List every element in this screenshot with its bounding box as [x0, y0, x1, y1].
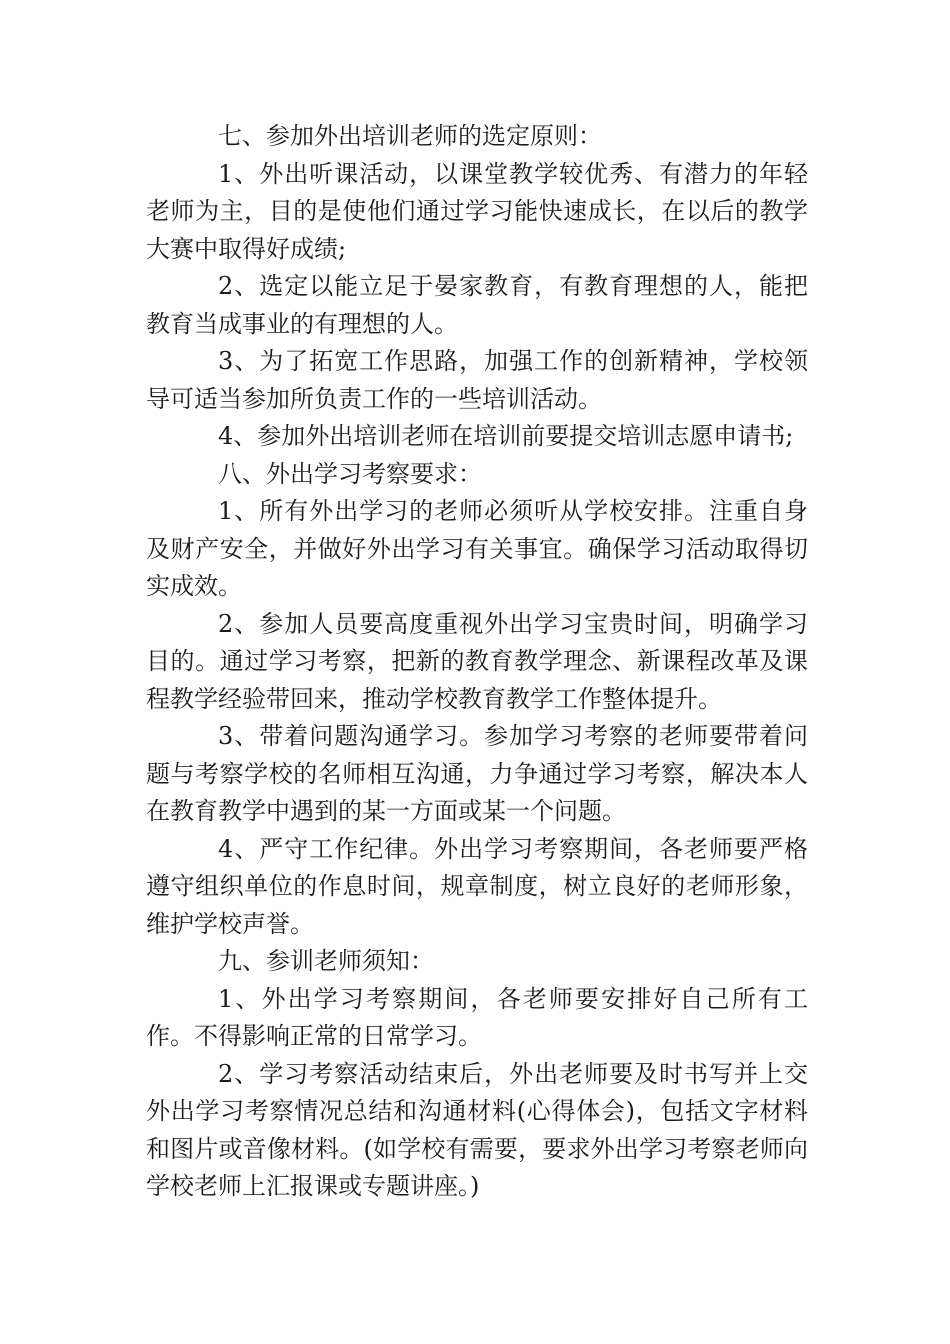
section-heading-8: 八、外出学习考察要求：: [218, 459, 482, 488]
paragraph-9-2: 2、学习考察活动结束后，外出老师要及时书写并上交外出学习考察情况总结和沟通材料(心得体会)，包括文字材料和图片或音像材料。(如学校有需要，要求外出学习考察老师向学校老师上汇报课或专题讲座。): [146, 1059, 808, 1200]
paragraph-8-4: 4、严守工作纪律。外出学习考察期间，各老师要严格遵守组织单位的作息时间，规章制度，树立良好的老师形象，维护学校声誉。: [146, 834, 808, 938]
paragraph-7-2: 2、选定以能立足于晏家教育，有教育理想的人，能把教育当成事业的有理想的人。: [146, 272, 808, 338]
paragraph-8-2: 2、参加人员要高度重视外出学习宝贵时间，明确学习目的。通过学习考察，把新的教育教学理念、新课程改革及课程教学经验带回来，推动学校教育教学工作整体提升。: [146, 609, 808, 713]
paragraph-7-4: 4、参加外出培训老师在培训前要提交培训志愿申请书;: [218, 422, 794, 450]
document-body: [146, 118, 808, 1206]
paragraph-7-3: 3、为了拓宽工作思路，加强工作的创新精神，学校领导可适当参加所负责工作的一些培训活动。: [146, 347, 808, 413]
paragraph-8-1: 1、所有外出学习的老师必须听从学校安排。注重自身及财产安全，并做好外出学习有关事宜。确保学习活动取得切实成效。: [146, 497, 808, 600]
paragraph-9-1: 1、外出学习考察期间，各老师要安排好自己所有工作。不得影响正常的日常学习。: [146, 984, 808, 1050]
paragraph-7-1: 1、外出听课活动，以课堂教学较优秀、有潜力的年轻老师为主，目的是使他们通过学习能快速成长，在以后的教学大赛中取得好成绩;: [146, 159, 808, 263]
section-heading-7: 七、参加外出培训老师的选定原则：: [218, 122, 602, 150]
paragraph-8-3: 3、带着问题沟通学习。参加学习考察的老师要带着问题与考察学校的名师相互沟通，力争通过学习考察，解决本人在教育教学中遇到的某一方面或某一个问题。: [146, 722, 808, 825]
section-heading-9: 九、参训老师须知：: [218, 947, 434, 975]
